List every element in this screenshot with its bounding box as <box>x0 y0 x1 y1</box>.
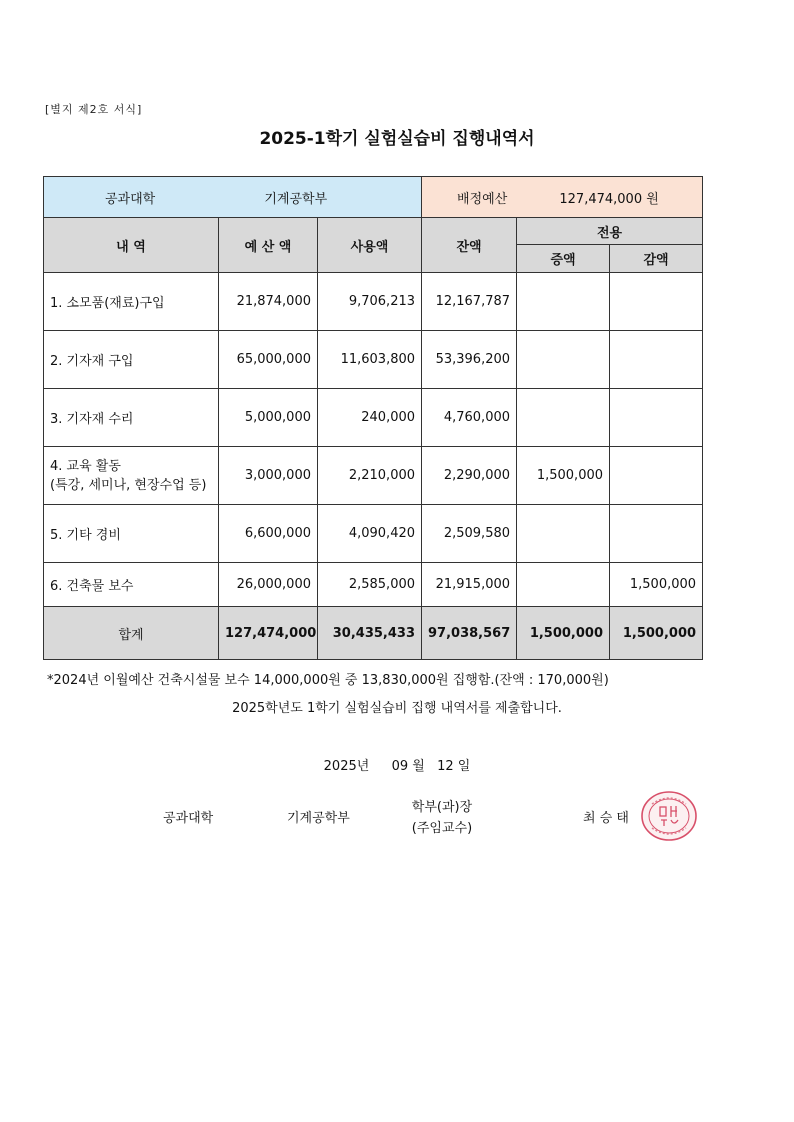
total-row <box>44 607 703 660</box>
total-label: 합계 <box>44 607 219 660</box>
row-budget: 6,600,000 <box>219 505 318 563</box>
date-day: 12 일 <box>437 759 471 774</box>
row-budget: 5,000,000 <box>219 389 318 447</box>
row-item: 2. 기자재 구입 <box>44 331 219 389</box>
row-item: 1. 소모품(재료)구입 <box>44 273 219 331</box>
row-used: 240,000 <box>318 389 422 447</box>
college-name: 공과대학 <box>105 191 156 207</box>
row-item: 4. 교육 활동 (특강, 세미나, 현장수업 등) <box>44 447 219 505</box>
table-row <box>44 331 703 389</box>
row-balance: 12,167,787 <box>422 273 517 331</box>
form-label: [별지 제2호 서식] <box>45 103 143 116</box>
col-item: 내 역 <box>44 218 219 273</box>
col-increase: 증액 <box>517 245 610 273</box>
row-decrease <box>610 273 703 331</box>
row-budget: 21,874,000 <box>219 273 318 331</box>
table-row <box>44 505 703 563</box>
table-row <box>44 563 703 607</box>
row-increase <box>517 563 610 607</box>
row-decrease <box>610 331 703 389</box>
allocated-budget-cell <box>422 177 703 218</box>
table-row <box>44 447 703 505</box>
department-name: 기계공학부 <box>264 191 328 207</box>
total-increase: 1,500,000 <box>517 607 610 660</box>
date-month: 09 월 <box>391 759 425 774</box>
total-used: 30,435,433 <box>318 607 422 660</box>
row-balance: 2,290,000 <box>422 447 517 505</box>
row-budget: 65,000,000 <box>219 331 318 389</box>
row-increase <box>517 389 610 447</box>
row-increase <box>517 331 610 389</box>
row-item: 5. 기타 경비 <box>44 505 219 563</box>
col-budget: 예 산 액 <box>219 218 318 273</box>
red-seal-stamp-icon <box>640 790 698 842</box>
signer-name: 최 승 태 <box>583 811 629 826</box>
col-transfer: 전용 <box>517 218 703 245</box>
row-increase: 1,500,000 <box>517 447 610 505</box>
row-used: 4,090,420 <box>318 505 422 563</box>
column-header-row <box>44 218 703 245</box>
table-row <box>44 389 703 447</box>
row-balance: 2,509,580 <box>422 505 517 563</box>
row-used: 2,210,000 <box>318 447 422 505</box>
role-line-2: (주임교수) <box>411 821 473 836</box>
total-budget: 127,474,000 <box>219 607 318 660</box>
row-budget: 26,000,000 <box>219 563 318 607</box>
expense-table <box>43 176 703 660</box>
row-item: 3. 기자재 수리 <box>44 389 219 447</box>
submission-date <box>0 755 794 774</box>
row-used: 11,603,800 <box>318 331 422 389</box>
row-balance: 53,396,200 <box>422 331 517 389</box>
row-increase <box>517 505 610 563</box>
row-balance: 21,915,000 <box>422 563 517 607</box>
row-decrease <box>610 505 703 563</box>
row-used: 9,706,213 <box>318 273 422 331</box>
footnote: *2024년 이월예산 건축시설물 보수 14,000,000원 중 13,830,000원 집행함.(잔액 : 170,000원) <box>47 673 609 688</box>
college-dept-cell <box>44 177 422 218</box>
role-line-1: 학부(과)장 <box>411 800 473 815</box>
row-budget: 3,000,000 <box>219 447 318 505</box>
row-decrease: 1,500,000 <box>610 563 703 607</box>
row-increase <box>517 273 610 331</box>
total-balance: 97,038,567 <box>422 607 517 660</box>
col-decrease: 감액 <box>610 245 703 273</box>
signature-college: 공과대학 <box>163 811 214 826</box>
table-row <box>44 273 703 331</box>
row-balance: 4,760,000 <box>422 389 517 447</box>
budget-label: 배정예산 <box>457 191 508 207</box>
signature-role <box>397 797 487 839</box>
col-balance: 잔액 <box>422 218 517 273</box>
budget-value: 127,474,000 원 <box>559 191 659 207</box>
table-header-info-row <box>44 177 703 218</box>
submission-statement: 2025학년도 1학기 실험실습비 집행 내역서를 제출합니다. <box>232 701 562 716</box>
col-used: 사용액 <box>318 218 422 273</box>
row-item: 6. 건축물 보수 <box>44 563 219 607</box>
date-year: 2025년 <box>323 759 370 774</box>
document-title: 2025-1학기 실험실습비 집행내역서 <box>259 129 535 149</box>
signature-department: 기계공학부 <box>287 811 350 826</box>
total-decrease: 1,500,000 <box>610 607 703 660</box>
row-decrease <box>610 447 703 505</box>
row-decrease <box>610 389 703 447</box>
row-used: 2,585,000 <box>318 563 422 607</box>
